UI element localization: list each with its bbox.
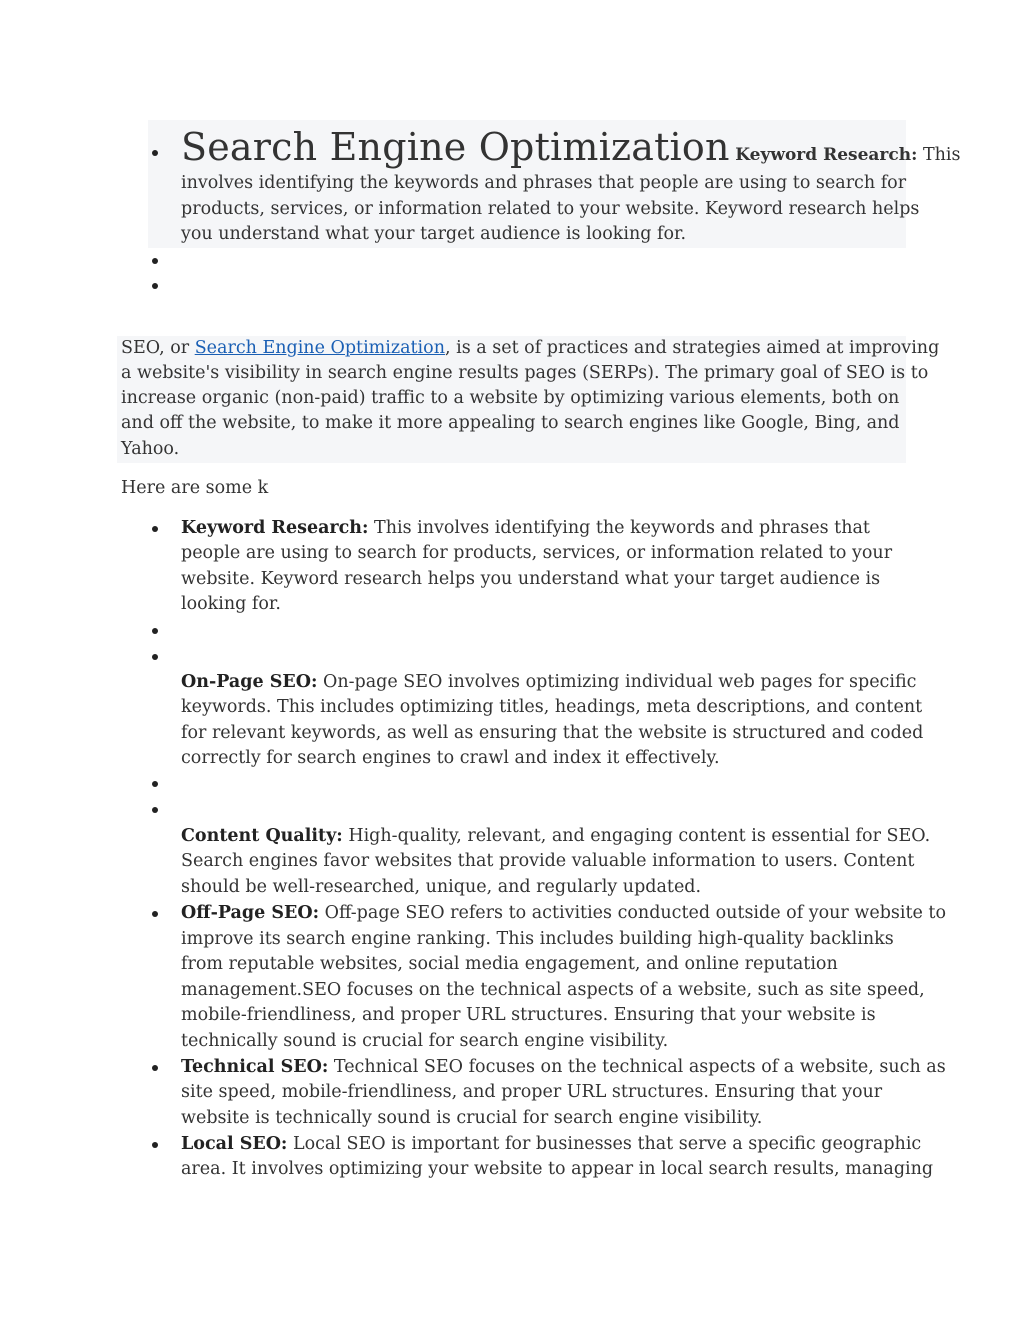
bullet-top-3 <box>152 283 158 289</box>
local-term: Local SEO: <box>181 1134 288 1154</box>
intro-prefix: SEO, or <box>121 338 195 358</box>
local-text: Local SEO is important for businesses that serve a specific geographic <box>287 1134 922 1154</box>
bullet-top-2 <box>152 258 158 264</box>
offpage-text: Off-page SEO refers to activities conducted outside of your website to <box>319 903 946 923</box>
top-line-2: products, services, or information related to your website. Keyword research helps <box>181 199 920 219</box>
local-line-1: area. It involves optimizing your website to appear in local search results, managing <box>181 1159 934 1179</box>
content-line-2: should be well-researched, unique, and regularly updated. <box>181 877 702 897</box>
keyword-text: This involves identifying the keywords and phrases that <box>368 518 870 538</box>
bullet-empty-2 <box>152 654 158 660</box>
intro-first-line <box>121 336 939 361</box>
offpage-line-3: management.SEO focuses on the technical aspects of a website, such as site speed, <box>181 980 925 1000</box>
intro-line-1: a website's visibility in search engine results pages (SERPs). The primary goal of SEO is to <box>121 363 929 383</box>
intro-line-3: and off the website, to make it more appealing to search engines like Google, Bing, and <box>121 413 900 433</box>
intro-line-4: Yahoo. <box>121 439 180 459</box>
intro-line-2: increase organic (non-paid) traffic to a website by optimizing various elements, both on <box>121 388 900 408</box>
technical-text: Technical SEO focuses on the technical aspects of a website, such as <box>328 1057 946 1077</box>
top-line-1: involves identifying the keywords and phrases that people are using to search for <box>181 173 907 193</box>
here-are-some: Here are some k <box>121 478 269 498</box>
keyword-line-1: people are using to search for products, services, or information related to your <box>181 543 893 563</box>
onpage-first-line <box>181 670 916 695</box>
technical-first-line <box>181 1055 946 1080</box>
local-first-line <box>181 1132 921 1157</box>
offpage-first-line <box>181 901 946 926</box>
keyword-line-3: looking for. <box>181 594 281 614</box>
onpage-text: On-page SEO involves optimizing individual web pages for specific <box>317 672 917 692</box>
bullet-empty-4 <box>152 807 158 813</box>
content-first-line <box>181 824 930 849</box>
top-heading: Search Engine Optimization <box>181 125 730 169</box>
bullet-offpage <box>152 911 158 917</box>
bullet-empty-1 <box>152 628 158 634</box>
top-lead-text: This <box>922 145 961 165</box>
seo-link[interactable]: Search Engine Optimization <box>194 338 445 358</box>
content-text: High-quality, relevant, and engaging content is essential for SEO. <box>342 826 931 846</box>
technical-term: Technical SEO: <box>181 1057 329 1077</box>
bullet-keyword <box>152 526 158 532</box>
top-lead-term: Keyword Research: <box>735 145 918 165</box>
technical-line-1: site speed, mobile-friendliness, and proper URL structures. Ensuring that your <box>181 1082 883 1102</box>
content-line-1: Search engines favor websites that provide valuable information to users. Content <box>181 851 915 871</box>
onpage-term: On-Page SEO: <box>181 672 318 692</box>
onpage-line-3: correctly for search engines to crawl and index it effectively. <box>181 748 720 768</box>
offpage-line-2: from reputable websites, social media engagement, and online reputation <box>181 954 838 974</box>
bullet-top-1 <box>152 150 158 156</box>
bullet-empty-3 <box>152 781 158 787</box>
offpage-line-1: improve its search engine ranking. This includes building high-quality backlinks <box>181 929 894 949</box>
intro-suffix: , is a set of practices and strategies aimed at improving <box>444 338 940 358</box>
bullet-local <box>152 1142 158 1148</box>
content-term: Content Quality: <box>181 826 343 846</box>
top-line-3: you understand what your target audience is looking for. <box>181 224 687 244</box>
onpage-line-2: for relevant keywords, as well as ensuring that the website is structured and coded <box>181 723 924 743</box>
onpage-line-1: keywords. This includes optimizing titles, headings, meta descriptions, and content <box>181 697 923 717</box>
keyword-first-line <box>181 516 870 541</box>
keyword-line-2: website. Keyword research helps you understand what your target audience is <box>181 569 881 589</box>
offpage-line-5: technically sound is crucial for search engine visibility. <box>181 1031 669 1051</box>
technical-line-2: website is technically sound is crucial for search engine visibility. <box>181 1108 763 1128</box>
bullet-technical <box>152 1065 158 1071</box>
keyword-term: Keyword Research: <box>181 518 369 538</box>
offpage-line-4: mobile-friendliness, and proper URL structures. Ensuring that your website is <box>181 1005 876 1025</box>
offpage-term: Off-Page SEO: <box>181 903 320 923</box>
